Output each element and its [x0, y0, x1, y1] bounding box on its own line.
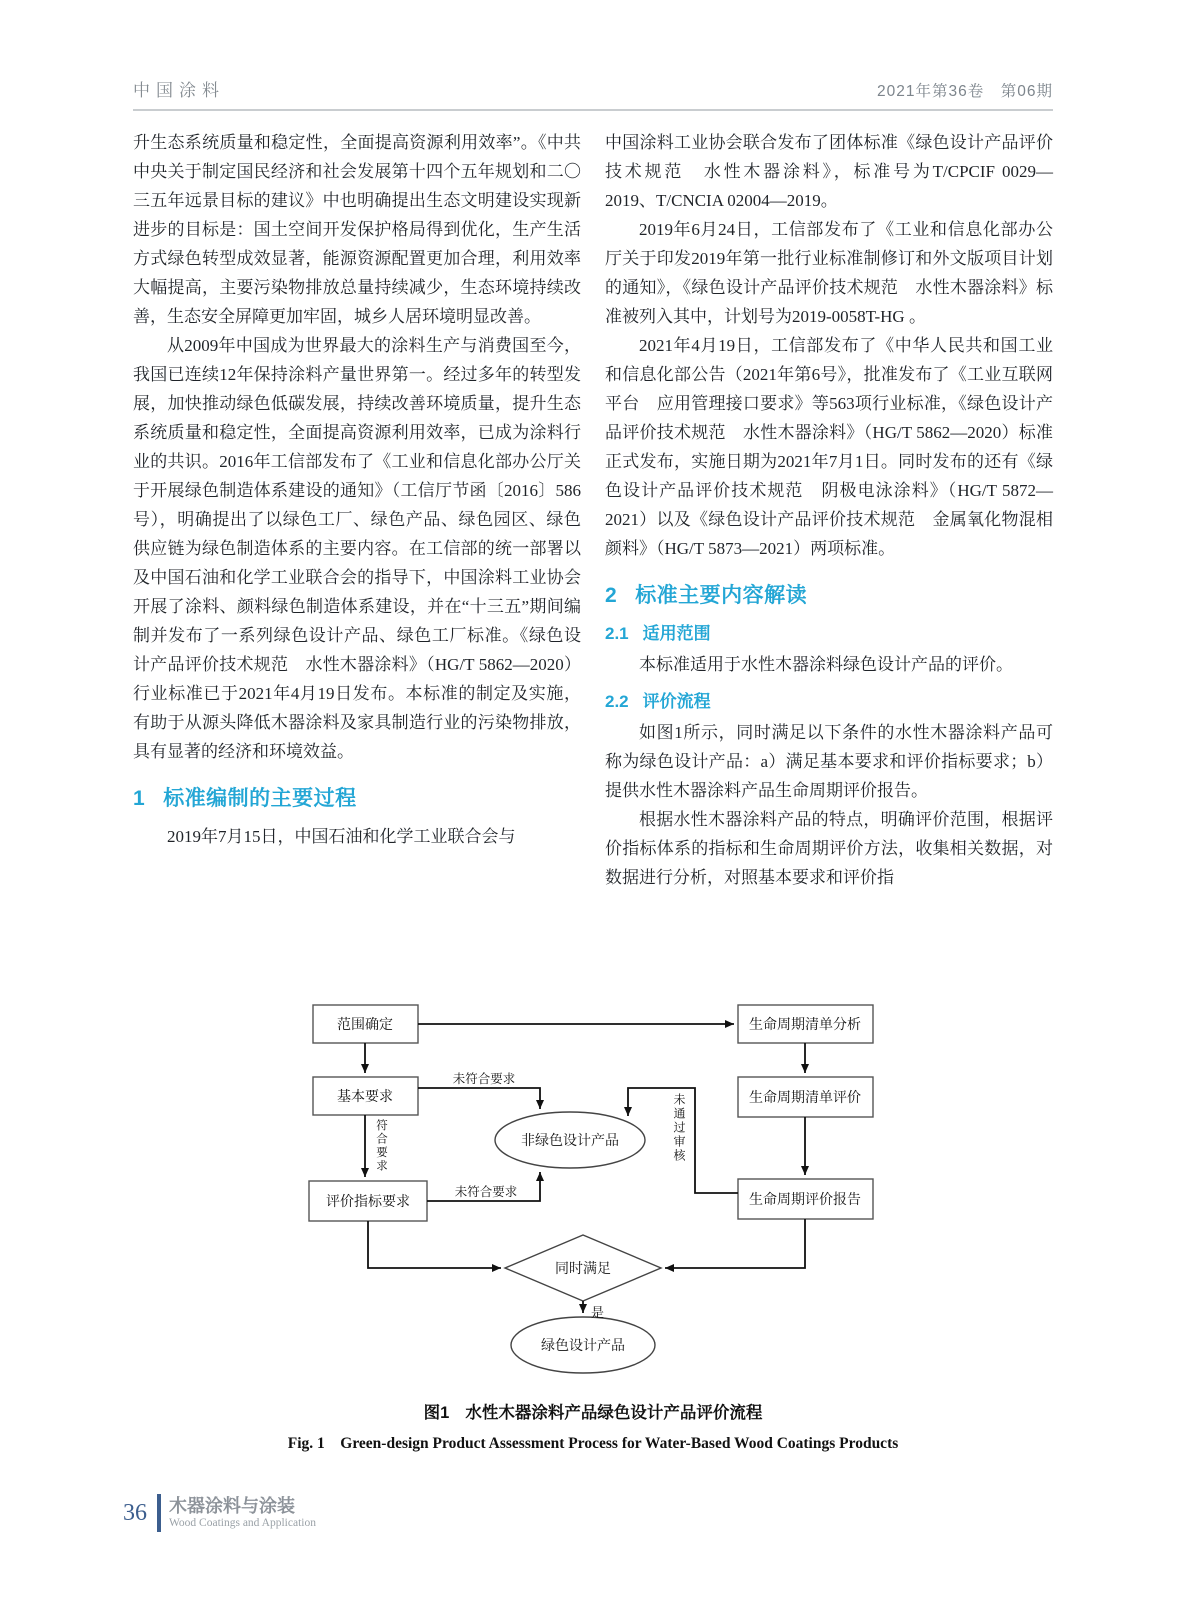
section-1-number: 1 [133, 787, 146, 810]
paragraph-2019: 2019年6月24日，工信部发布了《工业和信息化部办公厅关于印发2019年第一批行业标准制修订和外文版项目计划的通知》，《绿色设计产品评价技术规范 水性木器涂料》标准被列入其中，计划号为2019-0058T-HG 。 [605, 220, 1053, 326]
figure-caption-zh-text: 水性木器涂料产品绿色设计产品评价流程 [465, 1404, 763, 1422]
right-column [605, 128, 1053, 892]
page-footer [123, 1494, 316, 1532]
section-2-heading [605, 579, 1053, 609]
left-column [133, 128, 581, 892]
node-basic-requirements: 基本要求 [337, 1090, 393, 1105]
node-indicator-requirements: 评价指标要求 [326, 1195, 410, 1210]
node-lca-report: 生命周期评价报告 [749, 1193, 861, 1208]
paragraph-scope: 本标准适用于水性木器涂料绿色设计产品的评价。 [639, 655, 1013, 674]
page-number: 36 [123, 1499, 147, 1526]
footer-journal-zh: 木器涂料与涂装 [169, 1496, 295, 1516]
node-decision-both-satisfied: 同时满足 [555, 1262, 611, 1277]
footer-divider-bar [157, 1494, 161, 1532]
node-lci-analysis: 生命周期清单分析 [749, 1018, 861, 1033]
figure-1 [133, 985, 1053, 1453]
figure-caption-en: Fig. 1 Green-design Product Assessment Process for Water-Based Wood Coatings Products [287, 1435, 899, 1452]
page-header [133, 76, 1053, 111]
journal-name: 中国涂料 [133, 81, 225, 100]
edge-label-not-pass-review: 未通过审核 [672, 1093, 686, 1163]
article-body [133, 128, 1053, 892]
node-green-product: 绿色设计产品 [541, 1339, 625, 1354]
section-2-2-title: 评价流程 [642, 692, 711, 711]
section-1-heading [133, 782, 581, 812]
edge-label-not-meet-2: 未符合要求 [454, 1185, 518, 1199]
paragraph-history: 从2009年中国成为世界最大的涂料生产与消费国至今，我国已连续12年保持涂料产量世界第一。经过多年的转型发展，加快推动绿色低碳发展，持续改善环境质量，提升生态系统质量和稳定性，全面提高资源利用效率，已成为涂料行业的共识。2016年工信部发布了《工业和信息化部办公厅关于开展绿色制造体系建设的通知》（工信厅节函〔2016〕586号），明确提出了以绿色工厂、绿色产品、绿色园区、绿色供应链为绿色制造体系的主要内容。在工信部的统一部署以及中国石油和化学工业联合会的指导下，中国涂料工业协会开展了涂料、颜料绿色制造体系建设，并在“十三五”期间编制并发布了一系列绿色设计产品、绿色工厂标准。《绿色设计产品评价技术规范 水性木器涂料》（HG/T 5862—2020）行业标准已于2021年4月19日发布。本标准的制定及实施，有助于从源头降低木器涂料及家具制造行业的污染物排放，具有显著的经济和环境效益。 [133, 336, 581, 761]
paragraph-process-b: 根据水性木器涂料产品的特点，明确评价范围，根据评价指标体系的指标和生命周期评价方法，收集相关数据，对数据进行分析，对照基本要求和评价指 [605, 810, 1053, 887]
edge-label-yes: 是 [591, 1305, 605, 1320]
paragraph-continuation: 升生态系统质量和稳定性，全面提高资源利用效率”。《中共中央关于制定国民经济和社会发展第十四个五年规划和二〇三五年远景目标的建议》中也明确提出生态文明建设实现新进步的目标是：国土空间开发保护格局得到优化，生产生活方式绿色转型成效显著，能源资源配置更加合理，利用效率大幅提高，主要污染物排放总量持续减少，生态环境持续改善，生态安全屏障更加牢固，城乡人居环境明显改善。 [133, 133, 581, 326]
issue-info: 2021年第36卷 第06期 [877, 83, 1053, 100]
paragraph-2021: 2021年4月19日，工信部发布了《中华人民共和国工业和信息化部公告（2021年第6号》，批准发布了《工业互联网平台 应用管理接口要求》等563项行业标准，《绿色设计产品评价技术规范 水性木器涂料》（HG/T 5862—2020）标准正式发布，实施日期为2021年7月1日。同时发布的还有《绿色设计产品评价技术规范 阴极电泳涂料》（HG/T 5872—2021）以及《绿色设计产品评价技术规范 金属氧化物混相颜料》（HG/T 5873—2021）两项标准。 [605, 336, 1053, 558]
section-2-2-heading [605, 687, 1053, 712]
section-2-1-heading [605, 619, 1053, 644]
edge-label-meet: 符合要求 [375, 1119, 387, 1173]
footer-journal-block [169, 1496, 316, 1530]
node-scope-determination: 范围确定 [337, 1018, 393, 1033]
node-lci-evaluation: 生命周期清单评价 [749, 1091, 861, 1106]
section-2-title: 标准主要内容解读 [635, 584, 808, 607]
section-2-1-number: 2.1 [605, 624, 629, 643]
flowchart [283, 985, 903, 1381]
figure-caption-zh-tag: 图1 [423, 1404, 450, 1422]
section-1-title: 标准编制的主要过程 [163, 787, 357, 810]
paragraph-section1-start: 2019年7月15日，中国石油和化学工业联合会与 [167, 827, 516, 846]
edge-label-not-meet-1: 未符合要求 [452, 1072, 516, 1086]
footer-journal-en: Wood Coatings and Application [169, 1517, 316, 1529]
figure-caption-zh [133, 1399, 1053, 1423]
paragraph-section1-continued: 中国涂料工业协会联合发布了团体标准《绿色设计产品评价技术规范 水性木器涂料》，标准号为T/CPCIF 0029—2019、T/CNCIA 02004—2019。 [605, 133, 1053, 210]
section-2-number: 2 [605, 584, 618, 607]
section-2-1-title: 适用范围 [642, 624, 711, 643]
node-non-green-product: 非绿色设计产品 [521, 1134, 619, 1149]
flowchart-shapes [283, 985, 903, 1381]
section-2-2-number: 2.2 [605, 692, 629, 711]
paragraph-process-a: 如图1所示，同时满足以下条件的水性木器涂料产品可称为绿色设计产品：a）满足基本要求和评价指标要求；b）提供水性木器涂料产品生命周期评价报告。 [605, 723, 1053, 800]
